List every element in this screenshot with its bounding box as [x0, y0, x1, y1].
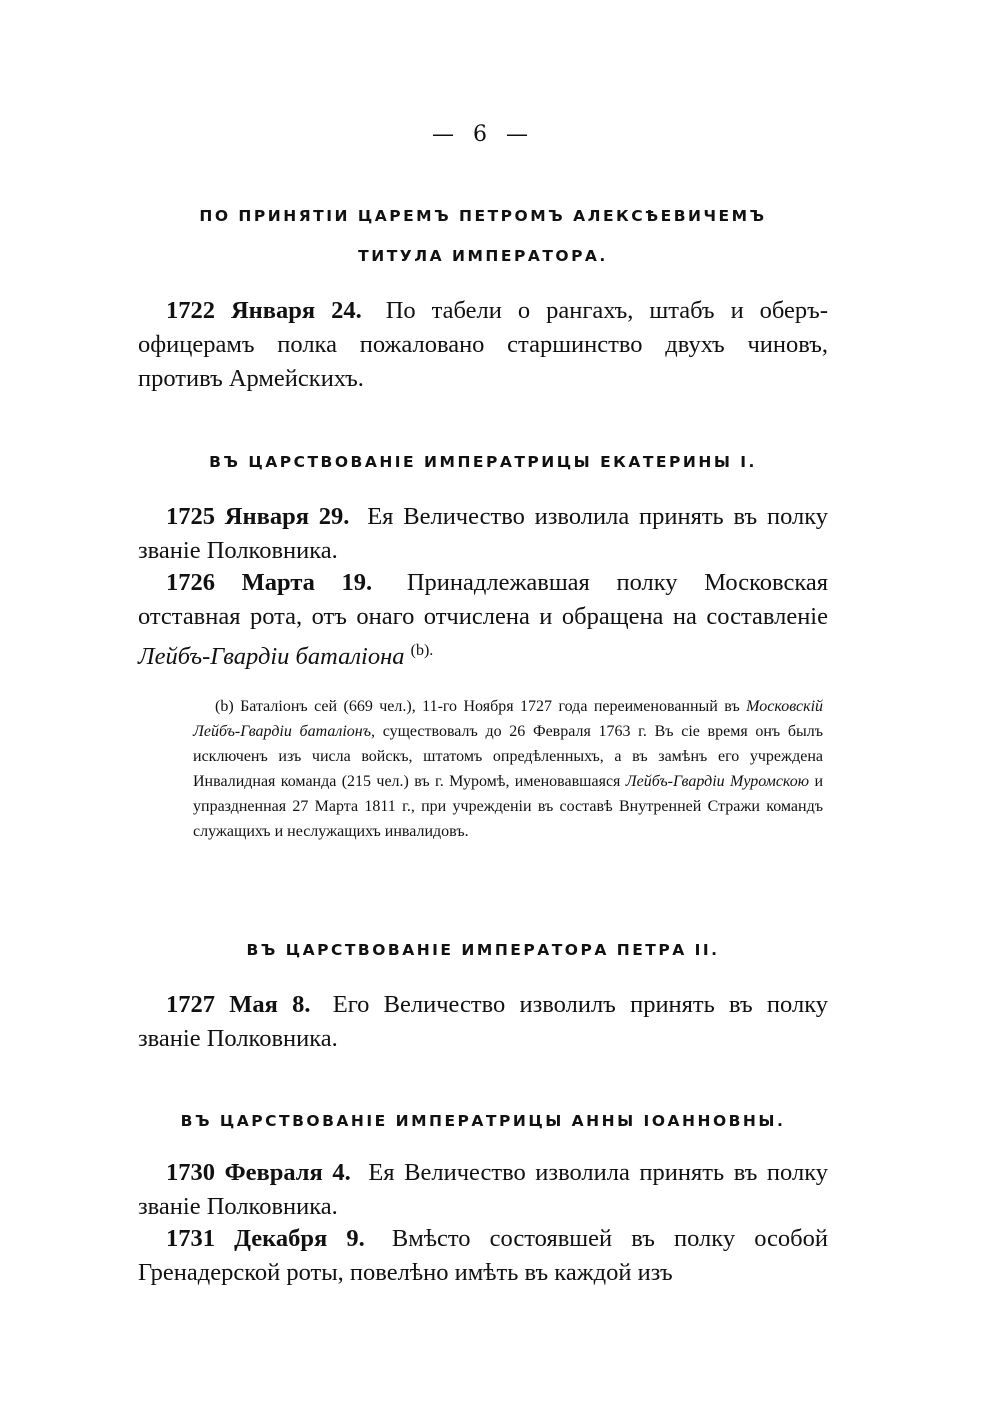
- entry-text: Его Величество изволилъ принять въ полку званіе Полковника.: [138, 991, 828, 1052]
- entry-date: 1730 Февраля 4.: [166, 1159, 351, 1186]
- entry-date: 1727 Мая 8.: [166, 991, 311, 1018]
- document-page: [138, 0, 828, 1418]
- footnote-text: и упраздненная 27 Марта 1811 г., при учрежденіи въ составѣ Внутренней Стражи командъ служащихъ и неслужащихъ инвалидовъ.: [193, 773, 823, 840]
- entry-text: Ея Величество изволила принять въ полку званіе Полковника.: [138, 503, 829, 564]
- footnote-italic-text: Лейбъ-Гвардіи Муромскою: [625, 773, 810, 790]
- section-heading-peter-emperor-line-1: ПО ПРИНЯТІИ ЦАРЕМЪ ПЕТРОМЪ АЛЕКСѢЕВИЧЕМЪ: [199, 207, 767, 225]
- footnote-italic-text: Московскій Лейбъ-Гвардіи баталіонъ,: [193, 698, 824, 740]
- entry-italic-text: Лейбъ-Гвардіи баталіона: [138, 643, 405, 671]
- section-heading-anna-ioannovna: ВЪ ЦАРСТВОВАНІЕ ИМПЕРАТРИЦЫ АННЫ ІОАННОВНЫ.: [180, 1112, 786, 1130]
- footnote-text: существовалъ до 26 Февраля 1763 г. Въ сіе время онъ былъ исключенъ изъ числа войскъ, штатомъ опредѣленныхъ, а въ замѣнъ его учреждена Инвалидная команда (215 чел.) въ г. Муромѣ, именовавшаяся: [193, 723, 823, 790]
- entry-1722: [138, 294, 828, 396]
- entry-text: Принадлежавшая полку Московская отставная рота, отъ онаго отчислена и обращена на составленіе: [138, 569, 828, 630]
- entry-date: 1725 Января 29.: [166, 503, 350, 530]
- entry-1731: [138, 1222, 828, 1290]
- entry-1726: [138, 566, 828, 674]
- entry-date: 1722 Января 24.: [166, 297, 362, 324]
- section-heading-catherine-i: ВЪ ЦАРСТВОВАНІЕ ИМПЕРАТРИЦЫ ЕКАТЕРИНЫ I.: [209, 453, 757, 471]
- footnote-b: [193, 694, 823, 844]
- entry-1730: [138, 1156, 828, 1224]
- page-number: — 6 —: [432, 122, 534, 147]
- entry-date: 1726 Марта 19.: [166, 569, 373, 596]
- entry-text: Ея Величество изволила принять въ полку званіе Полковника.: [138, 1159, 829, 1220]
- footnote-reference: (b).: [410, 642, 434, 659]
- section-heading-peter-emperor-line-2: ТИТУЛА ИМПЕРАТОРА.: [358, 247, 608, 265]
- entry-1725: [138, 500, 828, 568]
- entry-text: Вмѣсто состоявшей въ полку особой Гренадерской роты, повелѣно имѣть въ каждой изъ: [138, 1225, 829, 1286]
- footnote-text: (b) Баталіонъ сей (669 чел.), 11-го Ноября 1727 года переименованный въ: [215, 698, 740, 715]
- entry-1727: [138, 988, 828, 1056]
- entry-text: По табели о рангахъ, штабъ и оберъ-офицерамъ полка пожаловано старшинство двухъ чиновъ, противъ Армейскихъ.: [138, 297, 829, 392]
- entry-date: 1731 Декабря 9.: [166, 1225, 365, 1252]
- section-heading-peter-ii: ВЪ ЦАРСТВОВАНІЕ ИМПЕРАТОРА ПЕТРА II.: [246, 941, 720, 959]
